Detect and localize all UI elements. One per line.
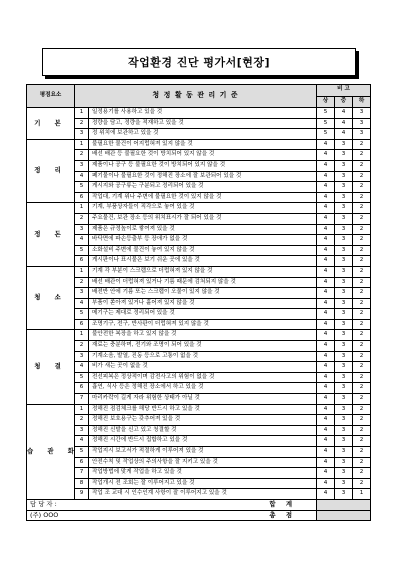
item-criteria: 정해진 신발을 신고 있고 청결할 것 — [89, 425, 317, 436]
category-cell: 습 관 화 — [27, 404, 75, 499]
header-remarks: 비 고 — [317, 85, 371, 97]
header-row-top — [27, 85, 371, 97]
manager-label: 담 당 자 : — [27, 499, 89, 510]
item-criteria: 게시판이나 표시물은 보기 쉬운 곳에 있을 것 — [89, 256, 317, 267]
table-row — [27, 298, 371, 309]
score-high: 4 — [317, 394, 335, 405]
table-row — [27, 489, 371, 500]
table-row — [27, 383, 371, 394]
table-body — [27, 108, 371, 500]
score-low: 2 — [353, 192, 371, 203]
item-number: 7 — [75, 394, 89, 405]
score-mid: 3 — [335, 256, 353, 267]
table-row — [27, 277, 371, 288]
score-low: 2 — [353, 404, 371, 415]
score-low: 2 — [353, 235, 371, 246]
score-high: 4 — [317, 309, 335, 320]
item-criteria: 제품은 규정높이로 쌓여져 있을 것 — [89, 224, 317, 235]
score-high: 4 — [317, 277, 335, 288]
total-value — [317, 499, 371, 510]
score-high: 4 — [317, 489, 335, 500]
table-row — [27, 351, 371, 362]
score-low: 2 — [353, 457, 371, 468]
item-criteria: 정해진 점검체크를 해당 반드시 하고 있을 것 — [89, 404, 317, 415]
category-cell: 기 본 — [27, 108, 75, 140]
score-high: 4 — [317, 341, 335, 352]
item-number: 1 — [75, 108, 89, 119]
item-number: 2 — [75, 213, 89, 224]
score-high: 4 — [317, 213, 335, 224]
score-mid: 3 — [335, 150, 353, 161]
score-mid: 3 — [335, 425, 353, 436]
item-criteria: 배선 배관이 더럽혀져 있거나 기름 때문에 검쳐되지 않을 것 — [89, 277, 317, 288]
item-criteria: 안전수칙 및 작업상의 주의사항을 잘 지키고 있을 것 — [89, 457, 317, 468]
item-criteria: 메기구는 제대로 정리되어 있을 것 — [89, 309, 317, 320]
score-mid: 3 — [335, 235, 353, 246]
score-low: 2 — [353, 478, 371, 489]
table-row — [27, 171, 371, 182]
score-low: 2 — [353, 150, 371, 161]
item-criteria: 바닥면에 파손등출부 등 장애가 없을 것 — [89, 235, 317, 246]
title-text: 작업환경 진단 평가서[현장] — [127, 56, 271, 69]
table-row — [27, 160, 371, 171]
table-row — [27, 394, 371, 405]
table-row — [27, 108, 371, 119]
header-criteria: 청 정 활 동 관 리 기 준 — [75, 85, 317, 108]
category-cell: 정 리 — [27, 139, 75, 203]
item-number: 4 — [75, 235, 89, 246]
score-high: 4 — [317, 245, 335, 256]
score-mid: 3 — [335, 394, 353, 405]
total-label: 합 계 — [89, 499, 317, 510]
score-low: 2 — [353, 277, 371, 288]
item-criteria: 일정용기를 사용하고 있을 것 — [89, 108, 317, 119]
score-mid: 3 — [335, 415, 353, 426]
table-row — [27, 192, 371, 203]
score-mid: 3 — [335, 213, 353, 224]
item-number: 8 — [75, 478, 89, 489]
score-high: 4 — [317, 139, 335, 150]
score-mid: 4 — [335, 129, 353, 140]
item-number: 1 — [75, 203, 89, 214]
score-high: 4 — [317, 319, 335, 330]
item-criteria: 작업개시 전 조회는 잘 이루어지고 있을 것 — [89, 478, 317, 489]
item-criteria: 정해진 시간에 반드시 집합하고 있을 것 — [89, 436, 317, 447]
score-low: 2 — [353, 309, 371, 320]
item-number: 5 — [75, 372, 89, 383]
table-row — [27, 182, 371, 193]
score-mid: 3 — [335, 468, 353, 479]
item-criteria: 불필요한 물건이 어지럽혀져 있지 않을 것 — [89, 139, 317, 150]
item-criteria: 부품이 쏟아져 있거나 흩어져 있지 않을 것 — [89, 298, 317, 309]
score-mid: 3 — [335, 309, 353, 320]
score-high: 4 — [317, 425, 335, 436]
table-row — [27, 372, 371, 383]
item-number: 4 — [75, 298, 89, 309]
score-low: 3 — [353, 118, 371, 129]
table-row — [27, 319, 371, 330]
table-row — [27, 425, 371, 436]
table-row — [27, 468, 371, 479]
score-mid: 3 — [335, 139, 353, 150]
score-low: 3 — [353, 108, 371, 119]
item-number: 2 — [75, 118, 89, 129]
table-row — [27, 478, 371, 489]
item-number: 3 — [75, 129, 89, 140]
score-value — [317, 510, 371, 521]
score-mid: 3 — [335, 192, 353, 203]
score-high: 4 — [317, 298, 335, 309]
category-cell: 청 소 — [27, 266, 75, 330]
table-row — [27, 362, 371, 373]
score-label: 총 점 — [89, 510, 317, 521]
score-low: 2 — [353, 160, 371, 171]
score-mid: 3 — [335, 383, 353, 394]
score-high: 4 — [317, 235, 335, 246]
header-mid: 중 — [335, 96, 353, 108]
score-high: 5 — [317, 118, 335, 129]
item-criteria: 정해진 보호용구는 갖추어져 있을 것 — [89, 415, 317, 426]
score-mid: 3 — [335, 298, 353, 309]
score-mid: 3 — [335, 319, 353, 330]
item-criteria: 작업방법에 맞게 작업을 하고 있을 것 — [89, 468, 317, 479]
score-high: 4 — [317, 415, 335, 426]
item-criteria: 기계 각 부분이 스크랩으로 더럽혀져 있지 않을 것 — [89, 266, 317, 277]
item-number: 3 — [75, 288, 89, 299]
score-mid: 3 — [335, 457, 353, 468]
item-number: 4 — [75, 171, 89, 182]
item-criteria: 불안전한 복장을 하고 있지 않을 것 — [89, 330, 317, 341]
item-number: 5 — [75, 309, 89, 320]
item-criteria: 제품이나 공구 등 불필요한 것이 방치되어 있지 않을 것 — [89, 160, 317, 171]
score-low: 2 — [353, 171, 371, 182]
score-mid: 3 — [335, 203, 353, 214]
table-row — [27, 224, 371, 235]
item-number: 5 — [75, 447, 89, 458]
item-number: 3 — [75, 224, 89, 235]
score-low: 2 — [353, 256, 371, 267]
item-criteria: 배전반 안에 기름 또는 스크랩이 오물이 있지 않을 것 — [89, 288, 317, 299]
item-number: 1 — [75, 330, 89, 341]
score-low: 2 — [353, 182, 371, 193]
item-criteria: 재료는 충분하며, 전기와 조명이 되어 있을 것 — [89, 341, 317, 352]
item-criteria: 작업대, 기계 위나 주변에 불필요한 것이 있지 않을 것 — [89, 192, 317, 203]
header-high: 상 — [317, 96, 335, 108]
table-row — [27, 129, 371, 140]
score-low: 1 — [353, 489, 371, 500]
score-mid: 3 — [335, 489, 353, 500]
item-criteria: 배선 배관 등 불필요한 것이 방치되어 있지 않을 것 — [89, 150, 317, 161]
score-mid: 3 — [335, 436, 353, 447]
score-high: 5 — [317, 108, 335, 119]
item-number: 3 — [75, 351, 89, 362]
score-mid: 3 — [335, 245, 353, 256]
header-low: 하 — [353, 96, 371, 108]
item-criteria: 주요물건, 보관 장소 등의 위치표시가 잘 되어 있을 것 — [89, 213, 317, 224]
score-low: 2 — [353, 319, 371, 330]
score-mid: 3 — [335, 447, 353, 458]
score-low: 2 — [353, 394, 371, 405]
item-number: 2 — [75, 150, 89, 161]
table-row — [27, 203, 371, 214]
table-row — [27, 309, 371, 320]
score-low: 2 — [353, 415, 371, 426]
item-number: 2 — [75, 341, 89, 352]
item-criteria: 게시지와 공구류는 구분되고 정리되어 있을 것 — [89, 182, 317, 193]
score-mid: 3 — [335, 277, 353, 288]
item-number: 4 — [75, 362, 89, 373]
score-mid: 4 — [335, 118, 353, 129]
score-high: 4 — [317, 150, 335, 161]
score-high: 4 — [317, 351, 335, 362]
item-number: 3 — [75, 425, 89, 436]
score-high: 4 — [317, 288, 335, 299]
score-mid: 3 — [335, 224, 353, 235]
score-high: 4 — [317, 372, 335, 383]
score-high: 4 — [317, 478, 335, 489]
item-criteria: 마리카락이 길게 자라 위험한 상태가 아닐 것 — [89, 394, 317, 405]
document-title — [42, 48, 356, 76]
item-criteria: 작업지시 보고서가 적절하게 이루어져 있을 것 — [89, 447, 317, 458]
table-row — [27, 457, 371, 468]
score-low: 2 — [353, 372, 371, 383]
score-low: 2 — [353, 213, 371, 224]
score-low: 2 — [353, 266, 371, 277]
score-high: 4 — [317, 266, 335, 277]
score-low: 2 — [353, 468, 371, 479]
score-mid: 3 — [335, 478, 353, 489]
score-high: 4 — [317, 383, 335, 394]
score-high: 4 — [317, 447, 335, 458]
score-high: 4 — [317, 171, 335, 182]
header-category: 평점요소 — [27, 85, 75, 108]
item-number: 5 — [75, 182, 89, 193]
table-row — [27, 330, 371, 341]
item-number: 6 — [75, 192, 89, 203]
score-mid: 3 — [335, 160, 353, 171]
score-high: 4 — [317, 330, 335, 341]
item-number: 9 — [75, 489, 89, 500]
score-low: 2 — [353, 351, 371, 362]
item-number: 6 — [75, 319, 89, 330]
table-row — [27, 139, 371, 150]
table-row — [27, 266, 371, 277]
category-cell: 청 결 — [27, 330, 75, 404]
score-mid: 4 — [335, 108, 353, 119]
item-criteria: 전선피복은 정상적이며 감전사고의 위험이 없을 것 — [89, 372, 317, 383]
score-high: 4 — [317, 436, 335, 447]
score-high: 5 — [317, 129, 335, 140]
item-number: 1 — [75, 404, 89, 415]
score-high: 4 — [317, 256, 335, 267]
footer-row-total — [27, 499, 371, 510]
item-number: 4 — [75, 436, 89, 447]
item-criteria: 소화설비 주변에 물건이 놓여 있지 않을 것 — [89, 245, 317, 256]
table-row — [27, 235, 371, 246]
score-low: 2 — [353, 288, 371, 299]
score-high: 4 — [317, 192, 335, 203]
item-number: 2 — [75, 415, 89, 426]
score-mid: 3 — [335, 372, 353, 383]
item-criteria: 폐기물이나 불필요한 것이 정해진 장소에 잘 보관되어 있을 것 — [89, 171, 317, 182]
score-high: 4 — [317, 182, 335, 193]
score-mid: 3 — [335, 330, 353, 341]
item-number: 3 — [75, 160, 89, 171]
footer-row-score — [27, 510, 371, 521]
item-criteria: 기계, 부품상자들이 직각으로 놓여 있을 것 — [89, 203, 317, 214]
table-row — [27, 415, 371, 426]
item-number: 6 — [75, 256, 89, 267]
item-number: 1 — [75, 139, 89, 150]
score-mid: 3 — [335, 266, 353, 277]
score-mid: 3 — [335, 362, 353, 373]
score-low: 2 — [353, 341, 371, 352]
table-row — [27, 404, 371, 415]
company-label: (주) OOO — [27, 510, 89, 521]
table-row — [27, 213, 371, 224]
item-criteria: 조명기구, 전구, 반사판이 더럽혀져 있지 않을 것 — [89, 319, 317, 330]
table-row — [27, 118, 371, 129]
item-criteria: 비가 새는 곳이 없을 것 — [89, 362, 317, 373]
score-low: 2 — [353, 203, 371, 214]
table-row — [27, 256, 371, 267]
table-row — [27, 245, 371, 256]
score-mid: 3 — [335, 404, 353, 415]
score-high: 4 — [317, 404, 335, 415]
item-number: 5 — [75, 245, 89, 256]
category-cell: 정 돈 — [27, 203, 75, 267]
score-low: 2 — [353, 425, 371, 436]
score-high: 4 — [317, 468, 335, 479]
item-number: 1 — [75, 266, 89, 277]
score-mid: 3 — [335, 182, 353, 193]
score-low: 2 — [353, 245, 371, 256]
table-row — [27, 150, 371, 161]
score-mid: 3 — [335, 341, 353, 352]
score-low: 2 — [353, 383, 371, 394]
item-number: 2 — [75, 277, 89, 288]
score-high: 4 — [317, 203, 335, 214]
evaluation-table — [26, 84, 371, 521]
score-low: 2 — [353, 139, 371, 150]
score-high: 4 — [317, 457, 335, 468]
score-high: 4 — [317, 224, 335, 235]
table-row — [27, 436, 371, 447]
item-number: 6 — [75, 457, 89, 468]
score-mid: 3 — [335, 351, 353, 362]
score-low: 2 — [353, 362, 371, 373]
item-criteria: 정량을 담고, 정량을 적재하고 있을 것 — [89, 118, 317, 129]
item-number: 6 — [75, 383, 89, 394]
score-mid: 3 — [335, 288, 353, 299]
item-criteria: 작업 조 교대 시 인수인계 사항이 잘 이루어지고 있을 것 — [89, 489, 317, 500]
score-mid: 3 — [335, 171, 353, 182]
score-low: 2 — [353, 330, 371, 341]
score-low: 2 — [353, 298, 371, 309]
score-low: 2 — [353, 447, 371, 458]
score-low: 2 — [353, 224, 371, 235]
score-high: 4 — [317, 362, 335, 373]
item-criteria: 기계소음, 발열, 진동 등으로 고통이 없을 것 — [89, 351, 317, 362]
table-row — [27, 288, 371, 299]
item-number: 7 — [75, 468, 89, 479]
score-low: 2 — [353, 436, 371, 447]
item-criteria: 정 위치에 보관하고 있을 것 — [89, 129, 317, 140]
score-high: 4 — [317, 160, 335, 171]
score-low: 3 — [353, 129, 371, 140]
item-criteria: 흡연, 식사 등은 정해진 장소에서 하고 있을 것 — [89, 383, 317, 394]
table-row — [27, 341, 371, 352]
